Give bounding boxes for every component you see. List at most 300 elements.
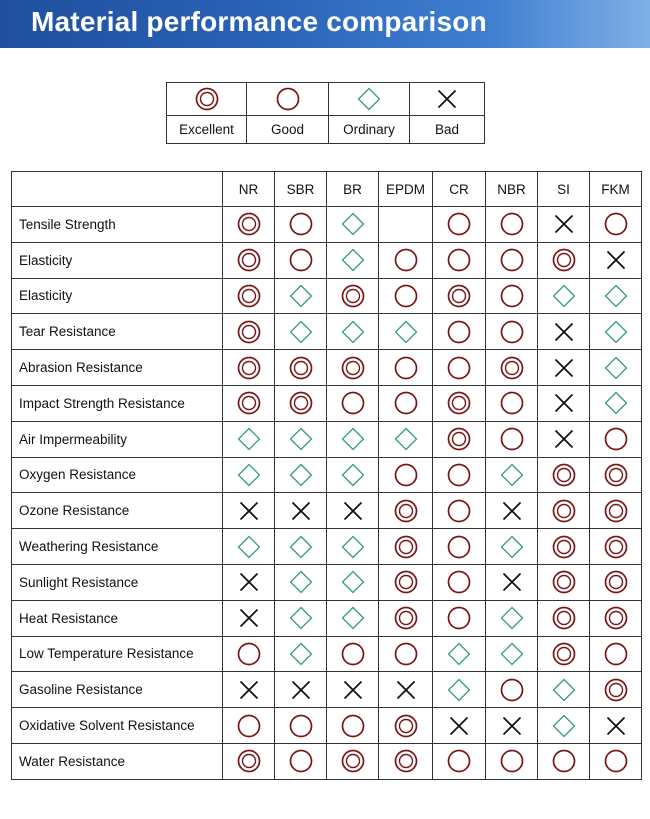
rating-cell <box>327 672 379 708</box>
double-circle-icon <box>341 749 365 773</box>
rating-cell <box>327 242 379 278</box>
rating-cell <box>538 457 590 493</box>
rating-cell <box>433 600 486 636</box>
property-label: Tear Resistance <box>12 314 223 350</box>
rating-cell <box>223 385 275 421</box>
cross-icon <box>552 427 576 451</box>
page-title: Material performance comparison <box>31 6 487 37</box>
rating-cell <box>590 493 642 529</box>
double-circle-icon <box>394 535 418 559</box>
circle-icon <box>394 284 418 308</box>
table-row <box>12 672 642 708</box>
double-circle-icon <box>447 284 471 308</box>
rating-cell <box>590 743 642 779</box>
rating-cell <box>486 421 538 457</box>
rating-cell <box>327 600 379 636</box>
double-circle-icon <box>447 427 471 451</box>
double-circle-icon <box>604 570 628 594</box>
table-row <box>12 529 642 565</box>
circle-icon <box>447 499 471 523</box>
double-circle-icon <box>500 356 524 380</box>
table-row <box>12 457 642 493</box>
property-label: Heat Resistance <box>12 600 223 636</box>
rating-cell <box>327 493 379 529</box>
diamond-icon <box>500 535 524 559</box>
rating-cell <box>275 493 327 529</box>
rating-cell <box>433 672 486 708</box>
circle-icon <box>552 749 576 773</box>
double-circle-icon <box>237 356 261 380</box>
double-circle-icon <box>604 499 628 523</box>
rating-cell <box>275 314 327 350</box>
circle-icon <box>237 642 261 666</box>
diamond-icon <box>357 87 381 111</box>
rating-cell <box>590 708 642 744</box>
rating-cell <box>379 600 433 636</box>
rating-cell <box>223 600 275 636</box>
rating-cell <box>538 636 590 672</box>
rating-cell <box>275 672 327 708</box>
cross-icon <box>552 212 576 236</box>
cross-icon <box>394 678 418 702</box>
circle-icon <box>276 87 300 111</box>
diamond-icon <box>500 463 524 487</box>
double-circle-icon <box>341 284 365 308</box>
circle-icon <box>604 212 628 236</box>
rating-cell <box>538 708 590 744</box>
table-row <box>12 708 642 744</box>
cross-icon <box>604 248 628 272</box>
circle-icon <box>447 320 471 344</box>
rating-cell <box>275 564 327 600</box>
circle-icon <box>447 749 471 773</box>
rating-cell <box>486 672 538 708</box>
double-circle-icon <box>552 499 576 523</box>
diamond-icon <box>341 320 365 344</box>
double-circle-icon <box>552 606 576 630</box>
rating-cell <box>433 529 486 565</box>
rating-cell <box>486 457 538 493</box>
circle-icon <box>237 714 261 738</box>
cross-icon <box>500 714 524 738</box>
rating-cell <box>538 278 590 314</box>
diamond-icon <box>289 463 313 487</box>
cross-icon <box>237 570 261 594</box>
rating-cell <box>433 636 486 672</box>
rating-cell <box>538 529 590 565</box>
title-banner <box>0 0 650 48</box>
property-label: Ozone Resistance <box>12 493 223 529</box>
rating-cell <box>433 421 486 457</box>
comparison-table <box>11 171 642 780</box>
circle-icon <box>394 356 418 380</box>
rating-cell <box>379 672 433 708</box>
rating-cell <box>379 385 433 421</box>
cross-icon <box>552 320 576 344</box>
double-circle-icon <box>289 391 313 415</box>
rating-cell <box>223 493 275 529</box>
rating-cell <box>486 242 538 278</box>
corner-cell <box>12 172 223 207</box>
table-row <box>12 278 642 314</box>
rating-cell <box>433 314 486 350</box>
rating-cell <box>590 278 642 314</box>
table-row <box>12 242 642 278</box>
rating-cell <box>486 207 538 243</box>
diamond-icon <box>394 320 418 344</box>
circle-icon <box>447 570 471 594</box>
rating-cell <box>275 600 327 636</box>
rating-cell <box>433 242 486 278</box>
double-circle-icon <box>552 248 576 272</box>
double-circle-icon <box>237 212 261 236</box>
rating-cell <box>590 385 642 421</box>
rating-cell <box>538 207 590 243</box>
table-row <box>12 421 642 457</box>
property-label: Sunlight Resistance <box>12 564 223 600</box>
rating-cell <box>433 278 486 314</box>
property-label: Oxygen Resistance <box>12 457 223 493</box>
rating-cell <box>379 493 433 529</box>
rating-cell <box>223 636 275 672</box>
rating-cell <box>379 457 433 493</box>
diamond-icon <box>604 391 628 415</box>
diamond-icon <box>552 284 576 308</box>
rating-cell <box>223 708 275 744</box>
table-row <box>12 564 642 600</box>
diamond-icon <box>289 320 313 344</box>
property-label: Abrasion Resistance <box>12 350 223 386</box>
rating-cell <box>275 207 327 243</box>
double-circle-icon <box>552 570 576 594</box>
rating-cell <box>379 708 433 744</box>
rating-cell <box>486 350 538 386</box>
legend-symbol-cell <box>247 83 329 116</box>
double-circle-icon <box>394 749 418 773</box>
double-circle-icon <box>237 749 261 773</box>
rating-cell <box>327 708 379 744</box>
rating-cell <box>538 421 590 457</box>
rating-cell <box>275 743 327 779</box>
table-row <box>12 350 642 386</box>
double-circle-icon <box>552 535 576 559</box>
rating-cell <box>486 385 538 421</box>
rating-cell <box>379 350 433 386</box>
table-row <box>12 600 642 636</box>
property-label: Air Impermeability <box>12 421 223 457</box>
rating-cell <box>433 743 486 779</box>
diamond-icon <box>604 320 628 344</box>
rating-cell <box>486 708 538 744</box>
rating-cell <box>275 457 327 493</box>
rating-cell <box>223 278 275 314</box>
rating-cell <box>433 564 486 600</box>
rating-cell <box>590 242 642 278</box>
legend-table <box>166 82 485 144</box>
double-circle-icon <box>394 714 418 738</box>
diamond-icon <box>341 535 365 559</box>
rating-cell <box>486 636 538 672</box>
rating-cell <box>590 350 642 386</box>
diamond-icon <box>552 714 576 738</box>
circle-icon <box>394 642 418 666</box>
double-circle-icon <box>604 535 628 559</box>
rating-cell <box>327 207 379 243</box>
circle-icon <box>500 320 524 344</box>
rating-cell <box>538 242 590 278</box>
rating-cell <box>223 672 275 708</box>
diamond-icon <box>289 284 313 308</box>
rating-cell <box>223 564 275 600</box>
legend-label: Good <box>247 116 329 144</box>
circle-icon <box>500 427 524 451</box>
double-circle-icon <box>237 320 261 344</box>
rating-cell <box>223 421 275 457</box>
rating-cell <box>327 636 379 672</box>
property-label: Gasoline Resistance <box>12 672 223 708</box>
rating-cell <box>538 350 590 386</box>
diamond-icon <box>604 356 628 380</box>
rating-cell <box>538 493 590 529</box>
rating-cell <box>275 708 327 744</box>
double-circle-icon <box>195 87 219 111</box>
cross-icon <box>341 499 365 523</box>
cross-icon <box>552 356 576 380</box>
cross-icon <box>552 391 576 415</box>
diamond-icon <box>341 463 365 487</box>
legend-label: Excellent <box>167 116 247 144</box>
circle-icon <box>341 642 365 666</box>
circle-icon <box>447 212 471 236</box>
column-header: CR <box>433 172 486 207</box>
rating-cell <box>590 457 642 493</box>
circle-icon <box>500 284 524 308</box>
table-row <box>12 493 642 529</box>
diamond-icon <box>447 642 471 666</box>
rating-cell <box>538 672 590 708</box>
property-label: Elasticity <box>12 278 223 314</box>
circle-icon <box>447 356 471 380</box>
rating-cell <box>379 242 433 278</box>
rating-cell <box>327 314 379 350</box>
rating-cell <box>486 529 538 565</box>
table-row <box>12 207 642 243</box>
legend-label: Bad <box>410 116 485 144</box>
circle-icon <box>447 606 471 630</box>
rating-cell <box>433 493 486 529</box>
cross-icon <box>237 606 261 630</box>
rating-cell <box>379 529 433 565</box>
diamond-icon <box>604 284 628 308</box>
column-header: EPDM <box>379 172 433 207</box>
rating-cell <box>327 350 379 386</box>
rating-cell <box>590 529 642 565</box>
diamond-icon <box>394 427 418 451</box>
rating-cell <box>590 421 642 457</box>
rating-cell <box>379 314 433 350</box>
rating-cell <box>590 207 642 243</box>
rating-cell <box>379 564 433 600</box>
circle-icon <box>289 749 313 773</box>
rating-cell <box>538 385 590 421</box>
cross-icon <box>237 678 261 702</box>
circle-icon <box>604 749 628 773</box>
circle-icon <box>394 463 418 487</box>
rating-cell <box>223 314 275 350</box>
rating-cell <box>379 207 433 243</box>
double-circle-icon <box>289 356 313 380</box>
rating-cell <box>327 564 379 600</box>
rating-cell <box>223 242 275 278</box>
rating-cell <box>538 314 590 350</box>
rating-cell <box>486 493 538 529</box>
cross-icon <box>289 678 313 702</box>
cross-icon <box>435 87 459 111</box>
rating-cell <box>433 350 486 386</box>
diamond-icon <box>500 642 524 666</box>
cross-icon <box>341 678 365 702</box>
circle-icon <box>341 714 365 738</box>
circle-icon <box>289 714 313 738</box>
rating-cell <box>327 421 379 457</box>
column-header: FKM <box>590 172 642 207</box>
double-circle-icon <box>552 463 576 487</box>
double-circle-icon <box>552 642 576 666</box>
cross-icon <box>604 714 628 738</box>
circle-icon <box>394 248 418 272</box>
diamond-icon <box>552 678 576 702</box>
property-label: Tensile Strength <box>12 207 223 243</box>
double-circle-icon <box>604 678 628 702</box>
diamond-icon <box>237 427 261 451</box>
rating-cell <box>590 672 642 708</box>
rating-cell <box>433 385 486 421</box>
circle-icon <box>289 248 313 272</box>
diamond-icon <box>341 212 365 236</box>
diamond-icon <box>289 427 313 451</box>
double-circle-icon <box>604 463 628 487</box>
rating-cell <box>275 278 327 314</box>
rating-cell <box>223 529 275 565</box>
circle-icon <box>500 678 524 702</box>
rating-cell <box>223 350 275 386</box>
diamond-icon <box>289 642 313 666</box>
rating-cell <box>275 242 327 278</box>
circle-icon <box>341 391 365 415</box>
rating-cell <box>538 743 590 779</box>
diamond-icon <box>447 678 471 702</box>
double-circle-icon <box>341 356 365 380</box>
cross-icon <box>237 499 261 523</box>
circle-icon <box>447 535 471 559</box>
rating-cell <box>590 564 642 600</box>
legend-label: Ordinary <box>329 116 410 144</box>
rating-cell <box>486 600 538 636</box>
double-circle-icon <box>237 248 261 272</box>
double-circle-icon <box>394 499 418 523</box>
table-row <box>12 636 642 672</box>
column-header: SBR <box>275 172 327 207</box>
rating-cell <box>590 636 642 672</box>
column-header: BR <box>327 172 379 207</box>
rating-cell <box>223 207 275 243</box>
rating-cell <box>275 636 327 672</box>
rating-cell <box>379 278 433 314</box>
double-circle-icon <box>394 606 418 630</box>
double-circle-icon <box>237 391 261 415</box>
circle-icon <box>394 391 418 415</box>
double-circle-icon <box>604 606 628 630</box>
circle-icon <box>500 391 524 415</box>
diamond-icon <box>237 463 261 487</box>
rating-cell <box>327 385 379 421</box>
legend-symbol-cell <box>329 83 410 116</box>
cross-icon <box>447 714 471 738</box>
double-circle-icon <box>237 284 261 308</box>
rating-cell <box>379 743 433 779</box>
double-circle-icon <box>394 570 418 594</box>
legend-symbol-cell <box>410 83 485 116</box>
property-label: Weathering Resistance <box>12 529 223 565</box>
circle-icon <box>604 427 628 451</box>
circle-icon <box>500 248 524 272</box>
diamond-icon <box>237 535 261 559</box>
rating-cell <box>486 743 538 779</box>
table-header-row <box>12 172 642 207</box>
diamond-icon <box>500 606 524 630</box>
table-row <box>12 385 642 421</box>
rating-cell <box>327 457 379 493</box>
circle-icon <box>500 749 524 773</box>
rating-cell <box>327 278 379 314</box>
rating-cell <box>379 421 433 457</box>
circle-icon <box>289 212 313 236</box>
rating-cell <box>486 564 538 600</box>
rating-cell <box>275 350 327 386</box>
rating-cell <box>590 600 642 636</box>
rating-cell <box>379 636 433 672</box>
column-header: NR <box>223 172 275 207</box>
circle-icon <box>447 248 471 272</box>
rating-cell <box>223 743 275 779</box>
column-header: SI <box>538 172 590 207</box>
rating-cell <box>327 529 379 565</box>
table-row <box>12 743 642 779</box>
property-label: Water Resistance <box>12 743 223 779</box>
rating-cell <box>275 421 327 457</box>
rating-cell <box>433 457 486 493</box>
rating-cell <box>538 600 590 636</box>
diamond-icon <box>341 606 365 630</box>
rating-cell <box>486 278 538 314</box>
rating-cell <box>433 708 486 744</box>
rating-cell <box>327 743 379 779</box>
table-row <box>12 314 642 350</box>
diamond-icon <box>341 248 365 272</box>
diamond-icon <box>289 535 313 559</box>
circle-icon <box>447 463 471 487</box>
property-label: Elasticity <box>12 242 223 278</box>
property-label: Oxidative Solvent Resistance <box>12 708 223 744</box>
rating-cell <box>433 207 486 243</box>
diamond-icon <box>289 570 313 594</box>
circle-icon <box>604 642 628 666</box>
diamond-icon <box>341 427 365 451</box>
property-label: Low Temperature Resistance <box>12 636 223 672</box>
rating-cell <box>275 529 327 565</box>
cross-icon <box>500 499 524 523</box>
rating-cell <box>538 564 590 600</box>
